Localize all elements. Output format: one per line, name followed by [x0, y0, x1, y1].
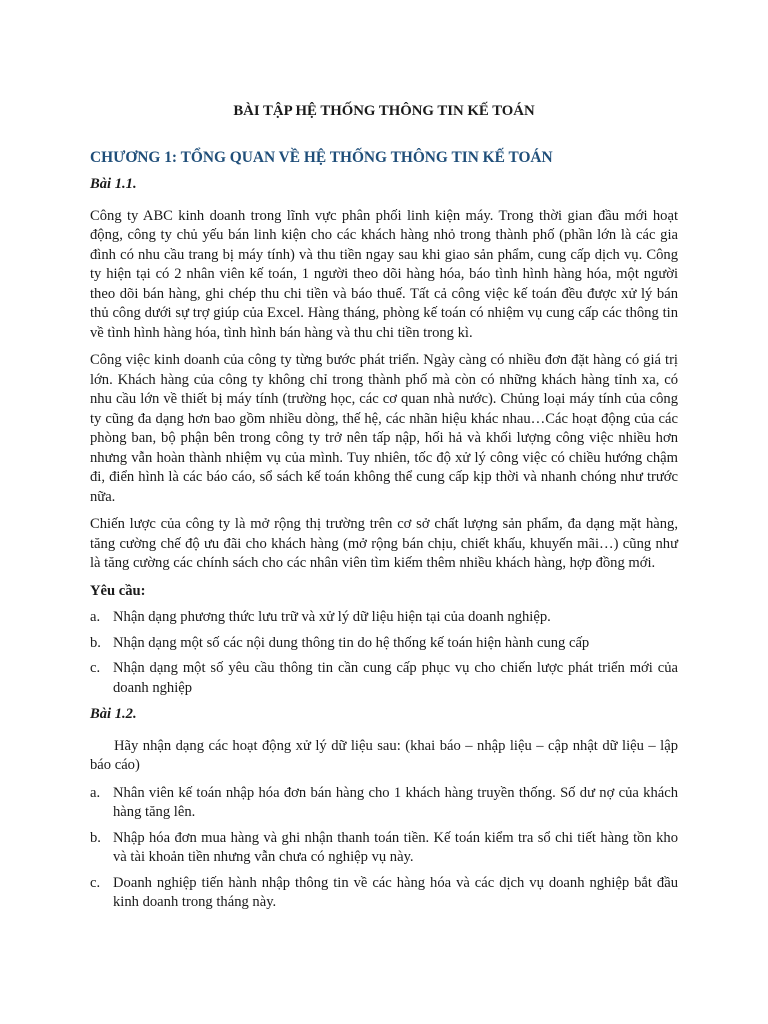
list-item	[90, 659, 678, 698]
list-item-text: Nhận dạng phương thức lưu trữ và xử lý dữ liệu hiện tại của doanh nghiệp.	[113, 609, 551, 625]
list-item-text: Nhân viên kế toán nhập hóa đơn bán hàng cho 1 khách hàng truyền thống. Số dư nợ của khách hàng tăng lên.	[113, 784, 678, 820]
exercise-heading: Bài 1.2.	[90, 706, 137, 722]
list-marker: a.	[90, 609, 101, 625]
requirements-list	[90, 608, 678, 698]
paragraph: Công ty ABC kinh doanh trong lĩnh vực phân phối linh kiện máy. Trong thời gian đầu mới hoạt động, công ty chủ yếu bán linh kiện cho các khách hàng nhỏ trong thành phố (phần lớn là các gia đình có nhu cầu trang bị máy tính) và thu tiền ngay sau khi giao sản phẩm, cung cấp dịch vụ. Công ty hiện tại có 2 nhân viên kế toán, 1 người theo dõi hàng hóa, báo tình hình hàng hóa, một người theo dõi bán hàng, ghi chép thu chi tiền và báo thuế. Tất cả công việc kế toán đều được xử lý bán thủ công dưới sự trợ giúp của Excel. Hàng tháng, phòng kế toán có nhiệm vụ cung cấp các thông tin về tình hình hàng hóa, tình hình bán hàng và thu chi tiền trong kì.	[90, 207, 678, 341]
list-item	[90, 608, 678, 628]
list-item	[90, 874, 678, 913]
exercise-heading: Bài 1.1.	[90, 176, 137, 192]
paragraph: Công việc kinh doanh của công ty từng bước phát triển. Ngày càng có nhiều đơn đặt hàng có giá trị lớn. Khách hàng của công ty không chỉ trong thành phố mà còn có những khách hàng tỉnh xa, có nhu cầu lớn về thiết bị máy tính (trường học, các cơ quan nhà nước). Chủng loại máy tính của công ty cũng đa dạng hơn bao gồm nhiều dòng, thế hệ, các nhãn hiệu khác nhau…Các hoạt động của các phòng ban, bộ phận bên trong công ty trở nên tấp nập, hối hả và khối lượng công việc nhiều hơn nhưng vẫn hoàn thành nhiệm vụ của mình. Tuy nhiên, tốc độ xử lý công việc có chiều hướng chậm đi, điển hình là các báo cáo, sổ sách kế toán không thể cung cấp kịp thời và nhanh chóng như trước nữa.	[90, 352, 678, 505]
list-marker: c.	[90, 874, 101, 891]
list-item	[90, 784, 678, 823]
activity-list	[90, 784, 678, 913]
list-marker: b.	[90, 634, 101, 651]
paragraph: Hãy nhận dạng các hoạt động xử lý dữ liệu sau: (khai báo – nhập liệu – cập nhật dữ liệu – lập báo cáo)	[90, 737, 678, 773]
list-item	[90, 829, 678, 868]
list-marker: a.	[90, 784, 101, 801]
list-marker: b.	[90, 829, 101, 846]
list-item	[90, 634, 678, 654]
chapter-heading: CHƯƠNG 1: TỔNG QUAN VỀ HỆ THỐNG THÔNG TIN KẾ TOÁN	[90, 148, 553, 166]
list-item-text: Nhập hóa đơn mua hàng và ghi nhận thanh toán tiền. Kế toán kiểm tra sổ chi tiết hàng tồn kho và tài khoản tiền nhưng vẫn chưa có nghiệp vụ này.	[113, 829, 678, 865]
requirements-label: Yêu cầu:	[90, 582, 146, 599]
list-item-text: Doanh nghiệp tiến hành nhập thông tin về các hàng hóa và các dịch vụ doanh nghiệp bắt đầu kinh doanh trong tháng này.	[113, 874, 678, 910]
document-title: BÀI TẬP HỆ THỐNG THÔNG TIN KẾ TOÁN	[233, 103, 535, 119]
list-item-text: Nhận dạng một số các nội dung thông tin do hệ thống kế toán hiện hành cung cấp	[113, 634, 590, 651]
list-item-text: Nhận dạng một số yêu cầu thông tin cần cung cấp phục vụ cho chiến lược phát triển mới của doanh nghiệp	[113, 660, 678, 696]
list-marker: c.	[90, 660, 101, 676]
paragraph: Chiến lược của công ty là mở rộng thị trường trên cơ sở chất lượng sản phẩm, đa dạng mặt hàng, tăng cường chế độ ưu đãi cho khách hàng (mở rộng bán chịu, chiết khấu, khuyến mãi…) cũng như là tăng cường các chính sách cho các nhân viên tìm kiếm thêm nhiều khách hàng, hợp đồng mới.	[90, 516, 678, 571]
